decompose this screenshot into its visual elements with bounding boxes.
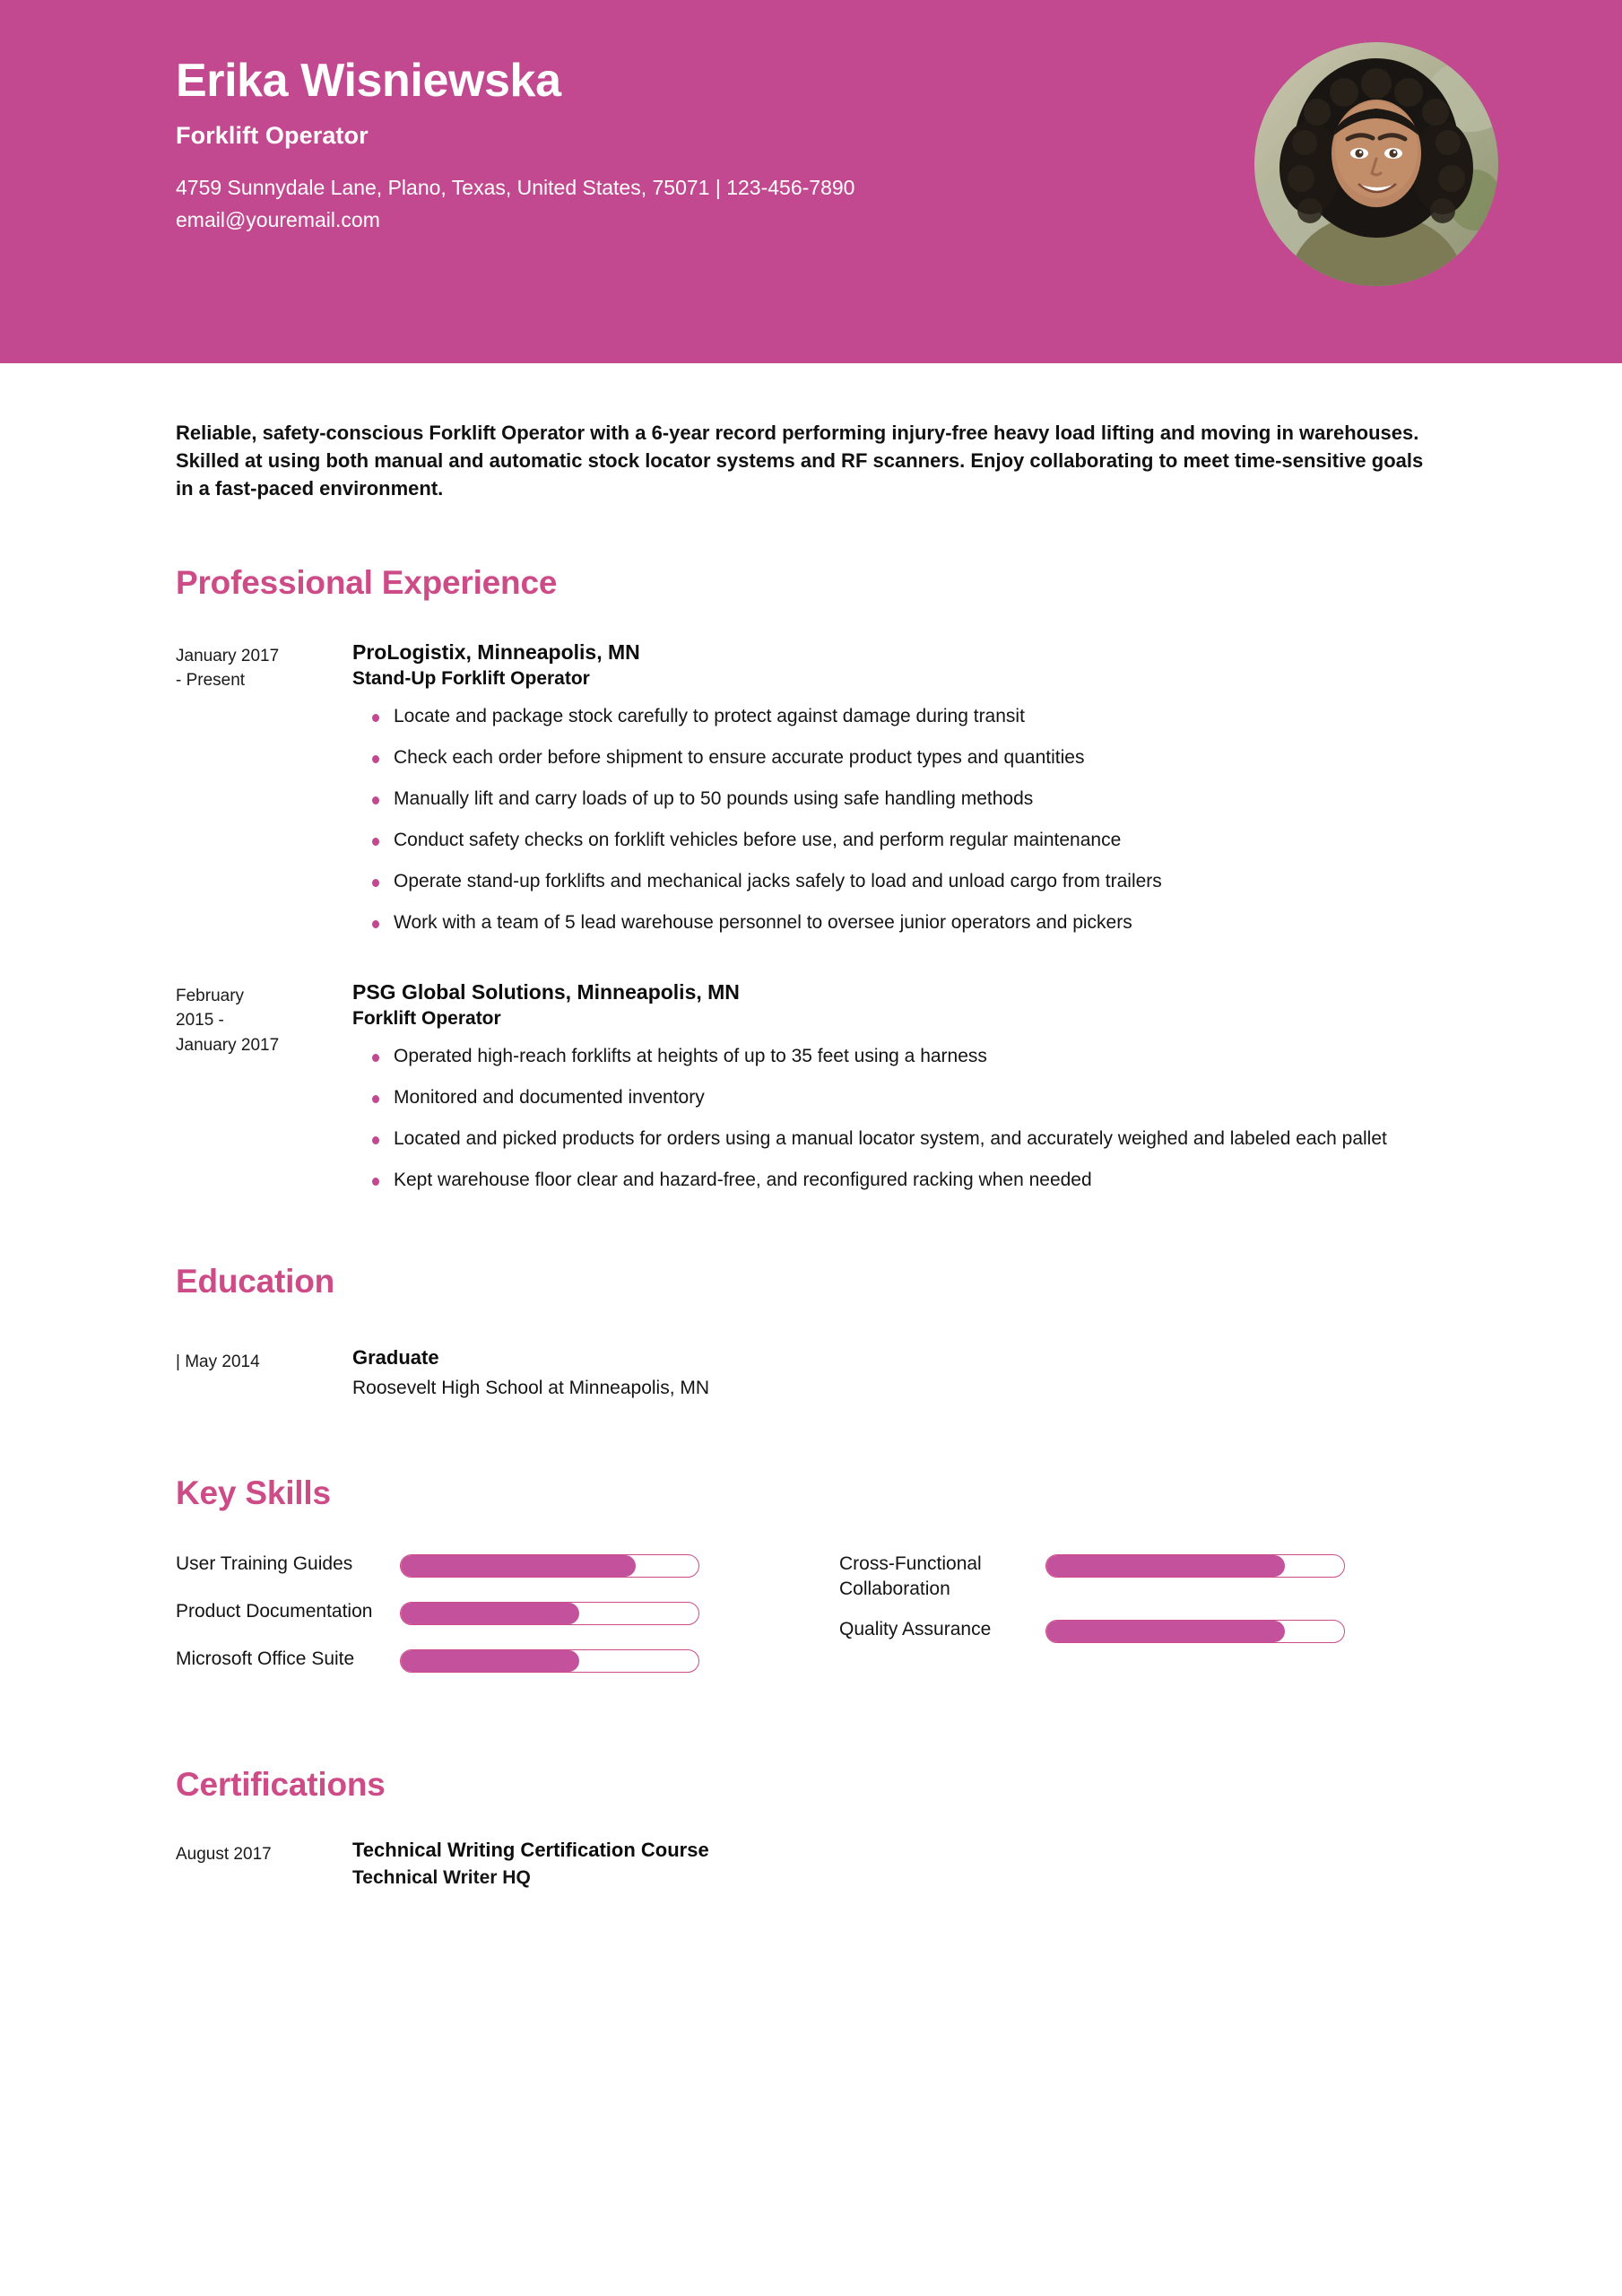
- skill-item: [176, 1599, 584, 1631]
- experience-bullet: Located and picked products for orders using a manual locator system, and accurately weighed and labeled each pallet: [352, 1126, 1446, 1152]
- candidate-name: Erika Wisniewska: [176, 55, 561, 107]
- section-professional-experience: [176, 564, 1446, 1194]
- experience-organization: ProLogistix, Minneapolis, MN: [352, 639, 640, 664]
- section-certifications: [176, 1766, 1446, 1891]
- skill-label: User Training Guides: [176, 1553, 353, 1575]
- experience-date-line-3: January 2017: [176, 1035, 280, 1055]
- candidate-job-title: Forklift Operator: [176, 122, 369, 150]
- skills-column-right: [839, 1552, 1247, 1694]
- skill-level-bar: [1045, 1554, 1345, 1578]
- experience-date-range: [176, 979, 352, 1194]
- skill-item: [176, 1552, 584, 1584]
- skill-label: Quality Assurance: [839, 1618, 992, 1639]
- skills-grid: [176, 1552, 1446, 1694]
- section-title-certifications: Certifications: [176, 1766, 386, 1804]
- experience-bullet-list: [352, 1044, 1446, 1194]
- experience-bullet: Check each order before shipment to ensure accurate product types and quantities: [352, 745, 1446, 771]
- experience-organization: PSG Global Solutions, Minneapolis, MN: [352, 979, 740, 1004]
- skill-level-fill: [1046, 1621, 1285, 1642]
- section-key-skills: [176, 1474, 1446, 1694]
- skill-label: Cross-Functional Collaboration: [839, 1553, 982, 1600]
- experience-entry: [176, 979, 1446, 1194]
- certification-entry: [176, 1838, 1446, 1891]
- education-date: | May 2014: [176, 1352, 260, 1372]
- experience-bullet: Operated high-reach forklifts at heights of up to 35 feet using a harness: [352, 1044, 1446, 1070]
- skill-level-bar: [400, 1602, 699, 1625]
- education-school: Roosevelt High School at Minneapolis, MN: [352, 1378, 710, 1399]
- contact-address-phone: 4759 Sunnydale Lane, Plano, Texas, United States, 75071 | 123-456-7890: [176, 176, 855, 200]
- skill-level-bar: [1045, 1620, 1345, 1643]
- certification-title: Technical Writing Certification Course: [352, 1839, 709, 1862]
- experience-date-line-1: January 2017: [176, 646, 280, 665]
- professional-summary: Reliable, safety-conscious Forklift Operator with a 6-year record performing injury-free heavy load lifting and moving in warehouses. Skilled at using both manual and automatic stock locator systems and RF scanners. Enjoy collaborating to meet time-sensitive goals in a fast-paced environment.: [176, 422, 1424, 500]
- experience-role: Stand-Up Forklift Operator: [352, 668, 590, 690]
- headshot-photo-icon: [1254, 42, 1498, 286]
- experience-bullet: Operate stand-up forklifts and mechanical jacks safely to load and unload cargo from trailers: [352, 869, 1446, 895]
- section-title-key-skills: Key Skills: [176, 1474, 331, 1512]
- experience-date-line-1: February: [176, 986, 245, 1005]
- experience-entry: [176, 639, 1446, 936]
- skill-level-fill: [1046, 1555, 1285, 1577]
- experience-date-line-2: - Present: [176, 671, 246, 691]
- certification-issuer: Technical Writer HQ: [352, 1867, 531, 1889]
- section-title-education: Education: [176, 1263, 335, 1300]
- education-degree: Graduate: [352, 1346, 439, 1370]
- skill-level-fill: [401, 1603, 579, 1624]
- experience-bullet-list: [352, 704, 1446, 936]
- experience-date-line-2: 2015 -: [176, 1011, 224, 1031]
- experience-role: Forklift Operator: [352, 1008, 501, 1030]
- education-entry: [176, 1345, 1446, 1401]
- experience-date-range: [176, 639, 352, 936]
- skill-item: [839, 1552, 1247, 1601]
- experience-bullet: Manually lift and carry loads of up to 50 pounds using safe handling methods: [352, 787, 1446, 813]
- experience-bullet: Kept warehouse floor clear and hazard-free, and reconfigured racking when needed: [352, 1168, 1446, 1194]
- skill-item: [176, 1647, 584, 1679]
- experience-bullet: Monitored and documented inventory: [352, 1085, 1446, 1111]
- section-education: [176, 1263, 1446, 1401]
- resume-header: [0, 0, 1622, 363]
- experience-bullet: Work with a team of 5 lead warehouse personnel to oversee junior operators and pickers: [352, 910, 1446, 936]
- experience-bullet: Conduct safety checks on forklift vehicles before use, and perform regular maintenance: [352, 828, 1446, 854]
- skill-level-bar: [400, 1649, 699, 1673]
- skill-label: Microsoft Office Suite: [176, 1648, 355, 1670]
- skill-label: Product Documentation: [176, 1601, 373, 1622]
- contact-email: email@youremail.com: [176, 207, 380, 231]
- resume-body: [0, 419, 1622, 1891]
- avatar: [1254, 42, 1498, 286]
- skill-level-fill: [401, 1555, 636, 1577]
- section-title-experience: Professional Experience: [176, 563, 558, 601]
- skill-level-fill: [401, 1650, 579, 1672]
- experience-bullet: Locate and package stock carefully to protect against damage during transit: [352, 704, 1446, 730]
- skill-level-bar: [400, 1554, 699, 1578]
- certification-date: August 2017: [176, 1845, 272, 1865]
- skill-item: [839, 1617, 1247, 1649]
- skills-column-left: [176, 1552, 584, 1694]
